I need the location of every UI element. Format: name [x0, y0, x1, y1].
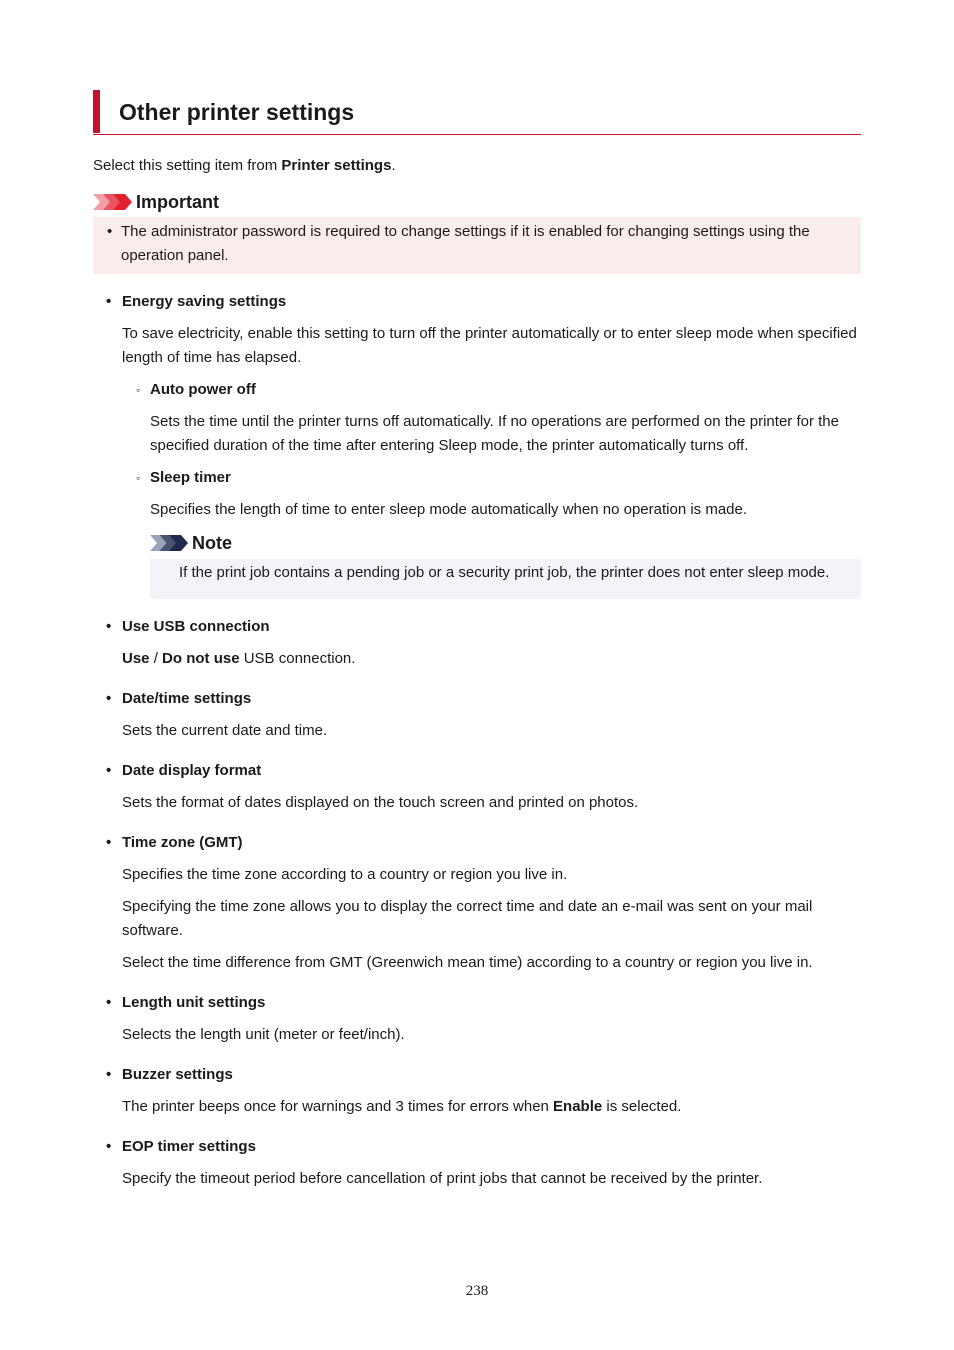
important-box — [93, 217, 861, 274]
page-title: Other printer settings — [119, 99, 355, 125]
settings-list — [93, 290, 861, 1191]
item-description: Sets the current date and time. — [122, 722, 328, 739]
list-item-time-zone — [93, 831, 861, 975]
sub-item-title: Auto power off — [150, 381, 256, 398]
bullet: • — [107, 223, 113, 240]
sub-bullet: ◦ — [136, 383, 141, 397]
item-title: Date/time settings — [122, 690, 252, 707]
list-item-length-unit — [93, 991, 861, 1047]
sub-item-description: Sets the time until the printer turns off automatically. If no operations are performed on the printer for the specified duration of the time after entering Sleep mode, the printer automatically turns off. — [150, 413, 839, 454]
bullet: • — [106, 690, 112, 707]
item-title: EOP timer settings — [122, 1138, 256, 1155]
intro-text: Select this setting item from Printer settings. — [93, 157, 396, 174]
list-item-eop-timer — [93, 1135, 861, 1191]
important-header — [93, 189, 861, 215]
bullet: • — [106, 618, 112, 635]
item-description: Use / Do not use USB connection. — [122, 650, 356, 667]
note-header — [150, 530, 861, 556]
item-title: Buzzer settings — [122, 1066, 233, 1083]
sub-item-title: Sleep timer — [150, 469, 231, 486]
sub-bullet: ◦ — [136, 471, 141, 485]
note-box — [150, 559, 861, 599]
item-description: Sets the format of dates displayed on the touch screen and printed on photos. — [122, 794, 639, 811]
item-description: Specify the timeout period before cancellation of print jobs that cannot be received by the printer. — [122, 1170, 763, 1187]
bullet: • — [106, 834, 112, 851]
important-text: The administrator password is required to change settings if it is enabled for changing settings using the operation panel. — [121, 223, 810, 264]
list-item-date-display-format — [93, 759, 861, 815]
item-description: The printer beeps once for warnings and 3 times for errors when Enable is selected. — [122, 1098, 682, 1115]
note-section — [150, 530, 861, 599]
item-description: Select the time difference from GMT (Greenwich mean time) according to a country or region you live in. — [122, 954, 813, 971]
important-label: Important — [136, 192, 219, 212]
item-title: Energy saving settings — [122, 293, 287, 310]
item-title: Date display format — [122, 762, 262, 779]
list-item-energy-saving — [93, 290, 861, 599]
bullet: • — [106, 293, 112, 310]
triple-chevron-icon — [93, 194, 132, 210]
list-item-date-time — [93, 687, 861, 743]
bullet: • — [106, 1138, 112, 1155]
list-item-usb-connection — [93, 615, 861, 671]
bullet: • — [106, 994, 112, 1011]
item-description: Selects the length unit (meter or feet/inch). — [122, 1026, 405, 1043]
document-page — [93, 90, 861, 1191]
sub-item-auto-power-off — [122, 378, 861, 458]
triple-chevron-icon — [150, 535, 188, 551]
title-accent-bar — [93, 90, 100, 133]
item-title: Length unit settings — [122, 994, 266, 1011]
item-description: Specifying the time zone allows you to display the correct time and date an e-mail was sent on your mail software. — [122, 898, 813, 939]
item-description: To save electricity, enable this setting to turn off the printer automatically or to enter sleep mode when specified length of time has elapsed. — [122, 325, 857, 366]
list-item-buzzer — [93, 1063, 861, 1119]
sub-item-sleep-timer — [122, 466, 861, 522]
bullet: • — [106, 762, 112, 779]
page-header — [93, 90, 861, 135]
note-label: Note — [192, 533, 232, 553]
page-number: 238 — [465, 1283, 489, 1299]
printer-settings-ref: Printer settings — [281, 157, 392, 174]
item-description: Specifies the time zone according to a country or region you live in. — [122, 866, 568, 883]
item-title: Time zone (GMT) — [122, 834, 243, 851]
bullet: • — [106, 1066, 112, 1083]
note-text: If the print job contains a pending job or a security print job, the printer does not enter sleep mode. — [179, 564, 830, 581]
item-title: Use USB connection — [122, 618, 270, 635]
sub-item-description: Specifies the length of time to enter sleep mode automatically when no operation is made. — [150, 501, 748, 518]
